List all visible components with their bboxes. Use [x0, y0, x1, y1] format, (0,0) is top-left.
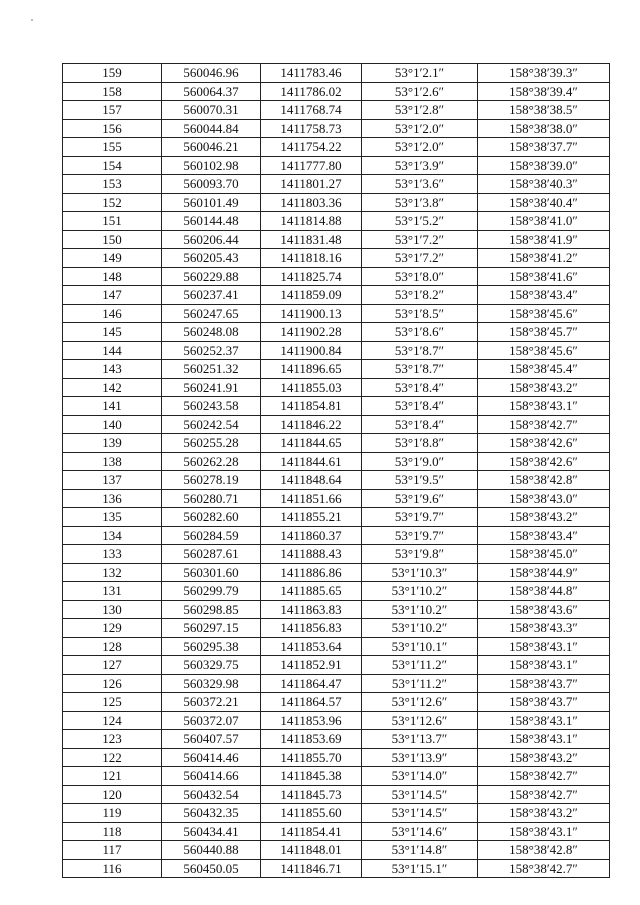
point-number-cell: 121 — [63, 767, 162, 786]
latitude-cell: 53°1′3.6″ — [362, 175, 478, 194]
x-coordinate-cell: 560432.54 — [162, 785, 261, 804]
y-coordinate-cell: 1411854.41 — [261, 822, 362, 841]
x-coordinate-cell: 560295.38 — [162, 637, 261, 656]
latitude-cell: 53°1′14.6″ — [362, 822, 478, 841]
x-coordinate-cell: 560248.08 — [162, 323, 261, 342]
y-coordinate-cell: 1411846.71 — [261, 859, 362, 878]
y-coordinate-cell: 1411848.64 — [261, 471, 362, 490]
latitude-cell: 53°1′7.2″ — [362, 230, 478, 249]
x-coordinate-cell: 560255.28 — [162, 434, 261, 453]
x-coordinate-cell: 560237.41 — [162, 286, 261, 305]
table-row — [63, 304, 610, 323]
x-coordinate-cell: 560372.07 — [162, 711, 261, 730]
x-coordinate-cell: 560243.58 — [162, 397, 261, 416]
y-coordinate-cell: 1411860.37 — [261, 526, 362, 545]
y-coordinate-cell: 1411814.88 — [261, 212, 362, 231]
y-coordinate-cell: 1411853.64 — [261, 637, 362, 656]
x-coordinate-cell: 560247.65 — [162, 304, 261, 323]
point-number-cell: 119 — [63, 804, 162, 823]
y-coordinate-cell: 1411864.47 — [261, 674, 362, 693]
x-coordinate-cell: 560046.21 — [162, 138, 261, 157]
longitude-cell: 158°38′43.7″ — [478, 674, 610, 693]
x-coordinate-cell: 560329.98 — [162, 674, 261, 693]
y-coordinate-cell: 1411851.66 — [261, 489, 362, 508]
latitude-cell: 53°1′14.0″ — [362, 767, 478, 786]
point-number-cell: 124 — [63, 711, 162, 730]
y-coordinate-cell: 1411754.22 — [261, 138, 362, 157]
point-number-cell: 133 — [63, 545, 162, 564]
latitude-cell: 53°1′9.5″ — [362, 471, 478, 490]
point-number-cell: 131 — [63, 582, 162, 601]
latitude-cell: 53°1′8.7″ — [362, 341, 478, 360]
point-number-cell: 144 — [63, 341, 162, 360]
latitude-cell: 53°1′13.7″ — [362, 730, 478, 749]
x-coordinate-cell: 560280.71 — [162, 489, 261, 508]
table-row — [63, 674, 610, 693]
y-coordinate-cell: 1411900.13 — [261, 304, 362, 323]
table-row — [63, 545, 610, 564]
longitude-cell: 158°38′40.3″ — [478, 175, 610, 194]
y-coordinate-cell: 1411783.46 — [261, 64, 362, 83]
y-coordinate-cell: 1411853.69 — [261, 730, 362, 749]
point-number-cell: 138 — [63, 452, 162, 471]
y-coordinate-cell: 1411900.84 — [261, 341, 362, 360]
latitude-cell: 53°1′8.2″ — [362, 286, 478, 305]
x-coordinate-cell: 560252.37 — [162, 341, 261, 360]
y-coordinate-cell: 1411855.60 — [261, 804, 362, 823]
y-coordinate-cell: 1411831.48 — [261, 230, 362, 249]
latitude-cell: 53°1′3.9″ — [362, 156, 478, 175]
point-number-cell: 155 — [63, 138, 162, 157]
point-number-cell: 150 — [63, 230, 162, 249]
table-row — [63, 582, 610, 601]
longitude-cell: 158°38′43.0″ — [478, 489, 610, 508]
latitude-cell: 53°1′2.0″ — [362, 138, 478, 157]
table-row — [63, 841, 610, 860]
table-row — [63, 785, 610, 804]
table-row — [63, 212, 610, 231]
x-coordinate-cell: 560044.84 — [162, 119, 261, 138]
x-coordinate-cell: 560372.21 — [162, 693, 261, 712]
latitude-cell: 53°1′11.2″ — [362, 674, 478, 693]
x-coordinate-cell: 560287.61 — [162, 545, 261, 564]
latitude-cell: 53°1′11.2″ — [362, 656, 478, 675]
table-row — [63, 471, 610, 490]
x-coordinate-cell: 560414.46 — [162, 748, 261, 767]
x-coordinate-cell: 560242.54 — [162, 415, 261, 434]
point-number-cell: 156 — [63, 119, 162, 138]
longitude-cell: 158°38′42.7″ — [478, 767, 610, 786]
table-row — [63, 508, 610, 527]
table-row — [63, 119, 610, 138]
y-coordinate-cell: 1411825.74 — [261, 267, 362, 286]
latitude-cell: 53°1′14.5″ — [362, 804, 478, 823]
longitude-cell: 158°38′43.7″ — [478, 693, 610, 712]
latitude-cell: 53°1′14.8″ — [362, 841, 478, 860]
y-coordinate-cell: 1411902.28 — [261, 323, 362, 342]
scan-speck — [31, 19, 33, 21]
longitude-cell: 158°38′45.6″ — [478, 341, 610, 360]
latitude-cell: 53°1′8.6″ — [362, 323, 478, 342]
longitude-cell: 158°38′44.8″ — [478, 582, 610, 601]
latitude-cell: 53°1′2.6″ — [362, 82, 478, 101]
x-coordinate-cell: 560407.57 — [162, 730, 261, 749]
point-number-cell: 159 — [63, 64, 162, 83]
x-coordinate-cell: 560301.60 — [162, 563, 261, 582]
latitude-cell: 53°1′8.0″ — [362, 267, 478, 286]
longitude-cell: 158°38′43.4″ — [478, 526, 610, 545]
x-coordinate-cell: 560144.48 — [162, 212, 261, 231]
longitude-cell: 158°38′39.3″ — [478, 64, 610, 83]
point-number-cell: 125 — [63, 693, 162, 712]
point-number-cell: 157 — [63, 101, 162, 120]
y-coordinate-cell: 1411888.43 — [261, 545, 362, 564]
y-coordinate-cell: 1411777.80 — [261, 156, 362, 175]
y-coordinate-cell: 1411855.03 — [261, 378, 362, 397]
longitude-cell: 158°38′41.0″ — [478, 212, 610, 231]
table-row — [63, 711, 610, 730]
table-row — [63, 767, 610, 786]
x-coordinate-cell: 560206.44 — [162, 230, 261, 249]
longitude-cell: 158°38′42.8″ — [478, 841, 610, 860]
point-number-cell: 147 — [63, 286, 162, 305]
longitude-cell: 158°38′39.0″ — [478, 156, 610, 175]
latitude-cell: 53°1′7.2″ — [362, 249, 478, 268]
table-row — [63, 563, 610, 582]
point-number-cell: 130 — [63, 600, 162, 619]
longitude-cell: 158°38′42.6″ — [478, 452, 610, 471]
x-coordinate-cell: 560205.43 — [162, 249, 261, 268]
point-number-cell: 158 — [63, 82, 162, 101]
longitude-cell: 158°38′42.8″ — [478, 471, 610, 490]
x-coordinate-cell: 560046.96 — [162, 64, 261, 83]
table-row — [63, 323, 610, 342]
table-row — [63, 748, 610, 767]
latitude-cell: 53°1′15.1″ — [362, 859, 478, 878]
coordinates-table-body — [63, 64, 610, 878]
latitude-cell: 53°1′12.6″ — [362, 711, 478, 730]
longitude-cell: 158°38′45.7″ — [478, 323, 610, 342]
longitude-cell: 158°38′43.4″ — [478, 286, 610, 305]
latitude-cell: 53°1′2.0″ — [362, 119, 478, 138]
latitude-cell: 53°1′14.5″ — [362, 785, 478, 804]
x-coordinate-cell: 560329.75 — [162, 656, 261, 675]
x-coordinate-cell: 560432.35 — [162, 804, 261, 823]
longitude-cell: 158°38′37.7″ — [478, 138, 610, 157]
table-row — [63, 656, 610, 675]
table-row — [63, 637, 610, 656]
x-coordinate-cell: 560093.70 — [162, 175, 261, 194]
latitude-cell: 53°1′8.4″ — [362, 397, 478, 416]
y-coordinate-cell: 1411855.70 — [261, 748, 362, 767]
longitude-cell: 158°38′41.6″ — [478, 267, 610, 286]
x-coordinate-cell: 560297.15 — [162, 619, 261, 638]
x-coordinate-cell: 560278.19 — [162, 471, 261, 490]
table-row — [63, 526, 610, 545]
longitude-cell: 158°38′43.1″ — [478, 397, 610, 416]
longitude-cell: 158°38′45.6″ — [478, 304, 610, 323]
y-coordinate-cell: 1411846.22 — [261, 415, 362, 434]
x-coordinate-cell: 560440.88 — [162, 841, 261, 860]
y-coordinate-cell: 1411855.21 — [261, 508, 362, 527]
table-row — [63, 249, 610, 268]
latitude-cell: 53°1′10.2″ — [362, 619, 478, 638]
longitude-cell: 158°38′42.7″ — [478, 415, 610, 434]
longitude-cell: 158°38′43.2″ — [478, 804, 610, 823]
longitude-cell: 158°38′38.0″ — [478, 119, 610, 138]
x-coordinate-cell: 560241.91 — [162, 378, 261, 397]
y-coordinate-cell: 1411856.83 — [261, 619, 362, 638]
y-coordinate-cell: 1411818.16 — [261, 249, 362, 268]
point-number-cell: 140 — [63, 415, 162, 434]
table-row — [63, 267, 610, 286]
point-number-cell: 151 — [63, 212, 162, 231]
latitude-cell: 53°1′2.1″ — [362, 64, 478, 83]
latitude-cell: 53°1′9.7″ — [362, 508, 478, 527]
table-row — [63, 101, 610, 120]
x-coordinate-cell: 560070.31 — [162, 101, 261, 120]
table-row — [63, 415, 610, 434]
y-coordinate-cell: 1411852.91 — [261, 656, 362, 675]
table-row — [63, 175, 610, 194]
latitude-cell: 53°1′5.2″ — [362, 212, 478, 231]
table-row — [63, 138, 610, 157]
longitude-cell: 158°38′39.4″ — [478, 82, 610, 101]
point-number-cell: 117 — [63, 841, 162, 860]
longitude-cell: 158°38′43.1″ — [478, 822, 610, 841]
latitude-cell: 53°1′8.4″ — [362, 415, 478, 434]
y-coordinate-cell: 1411885.65 — [261, 582, 362, 601]
table-row — [63, 230, 610, 249]
latitude-cell: 53°1′2.8″ — [362, 101, 478, 120]
table-row — [63, 156, 610, 175]
table-row — [63, 434, 610, 453]
y-coordinate-cell: 1411886.86 — [261, 563, 362, 582]
longitude-cell: 158°38′43.2″ — [478, 508, 610, 527]
y-coordinate-cell: 1411844.65 — [261, 434, 362, 453]
longitude-cell: 158°38′40.4″ — [478, 193, 610, 212]
longitude-cell: 158°38′43.6″ — [478, 600, 610, 619]
table-row — [63, 600, 610, 619]
latitude-cell: 53°1′8.7″ — [362, 360, 478, 379]
longitude-cell: 158°38′43.1″ — [478, 711, 610, 730]
point-number-cell: 128 — [63, 637, 162, 656]
point-number-cell: 152 — [63, 193, 162, 212]
longitude-cell: 158°38′43.3″ — [478, 619, 610, 638]
latitude-cell: 53°1′9.7″ — [362, 526, 478, 545]
y-coordinate-cell: 1411864.57 — [261, 693, 362, 712]
table-row — [63, 693, 610, 712]
latitude-cell: 53°1′13.9″ — [362, 748, 478, 767]
y-coordinate-cell: 1411896.65 — [261, 360, 362, 379]
point-number-cell: 127 — [63, 656, 162, 675]
latitude-cell: 53°1′10.2″ — [362, 600, 478, 619]
table-row — [63, 489, 610, 508]
point-number-cell: 118 — [63, 822, 162, 841]
point-number-cell: 153 — [63, 175, 162, 194]
y-coordinate-cell: 1411845.73 — [261, 785, 362, 804]
y-coordinate-cell: 1411845.38 — [261, 767, 362, 786]
coordinates-table — [62, 63, 610, 878]
x-coordinate-cell: 560064.37 — [162, 82, 261, 101]
table-row — [63, 619, 610, 638]
y-coordinate-cell: 1411803.36 — [261, 193, 362, 212]
point-number-cell: 123 — [63, 730, 162, 749]
table-row — [63, 82, 610, 101]
longitude-cell: 158°38′43.1″ — [478, 637, 610, 656]
point-number-cell: 122 — [63, 748, 162, 767]
y-coordinate-cell: 1411853.96 — [261, 711, 362, 730]
x-coordinate-cell: 560414.66 — [162, 767, 261, 786]
y-coordinate-cell: 1411768.74 — [261, 101, 362, 120]
table-row — [63, 822, 610, 841]
x-coordinate-cell: 560251.32 — [162, 360, 261, 379]
longitude-cell: 158°38′43.2″ — [478, 748, 610, 767]
table-row — [63, 730, 610, 749]
table-row — [63, 286, 610, 305]
point-number-cell: 142 — [63, 378, 162, 397]
table-row — [63, 397, 610, 416]
longitude-cell: 158°38′43.2″ — [478, 378, 610, 397]
latitude-cell: 53°1′8.5″ — [362, 304, 478, 323]
y-coordinate-cell: 1411863.83 — [261, 600, 362, 619]
y-coordinate-cell: 1411786.02 — [261, 82, 362, 101]
longitude-cell: 158°38′38.5″ — [478, 101, 610, 120]
latitude-cell: 53°1′10.1″ — [362, 637, 478, 656]
table-row — [63, 193, 610, 212]
longitude-cell: 158°38′43.1″ — [478, 730, 610, 749]
longitude-cell: 158°38′44.9″ — [478, 563, 610, 582]
point-number-cell: 146 — [63, 304, 162, 323]
y-coordinate-cell: 1411801.27 — [261, 175, 362, 194]
point-number-cell: 154 — [63, 156, 162, 175]
longitude-cell: 158°38′45.4″ — [478, 360, 610, 379]
table-row — [63, 804, 610, 823]
longitude-cell: 158°38′41.2″ — [478, 249, 610, 268]
point-number-cell: 129 — [63, 619, 162, 638]
x-coordinate-cell: 560450.05 — [162, 859, 261, 878]
longitude-cell: 158°38′45.0″ — [478, 545, 610, 564]
table-row — [63, 452, 610, 471]
point-number-cell: 136 — [63, 489, 162, 508]
point-number-cell: 120 — [63, 785, 162, 804]
longitude-cell: 158°38′42.7″ — [478, 785, 610, 804]
point-number-cell: 132 — [63, 563, 162, 582]
point-number-cell: 145 — [63, 323, 162, 342]
latitude-cell: 53°1′8.8″ — [362, 434, 478, 453]
point-number-cell: 116 — [63, 859, 162, 878]
latitude-cell: 53°1′10.2″ — [362, 582, 478, 601]
x-coordinate-cell: 560102.98 — [162, 156, 261, 175]
point-number-cell: 148 — [63, 267, 162, 286]
longitude-cell: 158°38′42.7″ — [478, 859, 610, 878]
x-coordinate-cell: 560299.79 — [162, 582, 261, 601]
longitude-cell: 158°38′43.1″ — [478, 656, 610, 675]
y-coordinate-cell: 1411844.61 — [261, 452, 362, 471]
table-row — [63, 341, 610, 360]
latitude-cell: 53°1′10.3″ — [362, 563, 478, 582]
point-number-cell: 135 — [63, 508, 162, 527]
latitude-cell: 53°1′12.6″ — [362, 693, 478, 712]
point-number-cell: 126 — [63, 674, 162, 693]
table-row — [63, 378, 610, 397]
latitude-cell: 53°1′3.8″ — [362, 193, 478, 212]
latitude-cell: 53°1′9.0″ — [362, 452, 478, 471]
longitude-cell: 158°38′42.6″ — [478, 434, 610, 453]
x-coordinate-cell: 560229.88 — [162, 267, 261, 286]
y-coordinate-cell: 1411859.09 — [261, 286, 362, 305]
latitude-cell: 53°1′9.6″ — [362, 489, 478, 508]
x-coordinate-cell: 560298.85 — [162, 600, 261, 619]
point-number-cell: 143 — [63, 360, 162, 379]
y-coordinate-cell: 1411854.81 — [261, 397, 362, 416]
latitude-cell: 53°1′9.8″ — [362, 545, 478, 564]
x-coordinate-cell: 560434.41 — [162, 822, 261, 841]
y-coordinate-cell: 1411848.01 — [261, 841, 362, 860]
point-number-cell: 141 — [63, 397, 162, 416]
point-number-cell: 134 — [63, 526, 162, 545]
y-coordinate-cell: 1411758.73 — [261, 119, 362, 138]
x-coordinate-cell: 560284.59 — [162, 526, 261, 545]
x-coordinate-cell: 560101.49 — [162, 193, 261, 212]
table-row — [63, 859, 610, 878]
x-coordinate-cell: 560262.28 — [162, 452, 261, 471]
table-row — [63, 64, 610, 83]
table-row — [63, 360, 610, 379]
x-coordinate-cell: 560282.60 — [162, 508, 261, 527]
point-number-cell: 139 — [63, 434, 162, 453]
longitude-cell: 158°38′41.9″ — [478, 230, 610, 249]
latitude-cell: 53°1′8.4″ — [362, 378, 478, 397]
point-number-cell: 137 — [63, 471, 162, 490]
point-number-cell: 149 — [63, 249, 162, 268]
